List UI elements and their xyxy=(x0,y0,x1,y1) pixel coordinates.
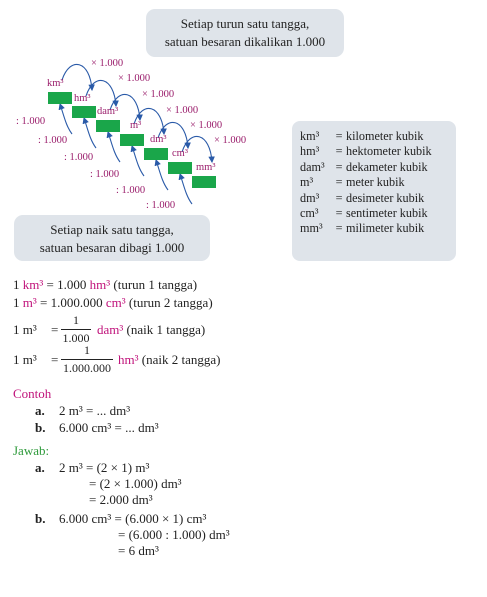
jawab-a-label: a. xyxy=(35,460,45,475)
eq3-unit: dam³ xyxy=(97,322,124,337)
multiply-label: × 1.000 xyxy=(118,73,151,84)
equation-3-eq: = xyxy=(51,322,59,337)
legend-sym: dam³ xyxy=(300,159,325,174)
equation-1 xyxy=(13,277,197,293)
legend-row-mm3: mm³ = milimeter kubik xyxy=(300,221,425,236)
divide-label: : 1.000 xyxy=(38,135,68,146)
callout-naik-line1: Setiap naik satu tangga, xyxy=(50,222,174,237)
stair-step-cm3 xyxy=(168,162,192,174)
divide-label: : 1.000 xyxy=(146,200,176,211)
callout-turun-line2: satuan besaran dikalikan 1.000 xyxy=(164,34,326,49)
stair-step-hm3 xyxy=(72,106,96,118)
stair-step-dam3 xyxy=(96,120,120,132)
equation-4-rhs xyxy=(118,352,220,368)
legend-row-dam3: dam³ = dekameter kubik xyxy=(300,159,428,174)
multiply-label: × 1.000 xyxy=(166,105,199,116)
legend-row-dm3: dm³ = desimeter kubik xyxy=(300,190,425,205)
contoh-b-text: 6.000 cm³ = ... dm³ xyxy=(59,420,159,435)
eq2-lhs-unit: m³ xyxy=(22,295,37,310)
eq3-numerator: 1 xyxy=(73,313,79,327)
contoh-a-label: a. xyxy=(35,403,45,418)
jawab-b-line3: = 6 dm³ xyxy=(118,543,159,558)
multiply-label: × 1.000 xyxy=(190,120,223,131)
callout-turun-line1: Setiap turun satu tangga, xyxy=(180,16,310,31)
stair-label-dm3: dm³ xyxy=(150,134,167,145)
contoh-b-label: b. xyxy=(35,420,46,435)
legend-sym: cm³ xyxy=(300,205,319,220)
eq3-note: (naik 1 tangga) xyxy=(123,322,206,337)
stair-label-cm3: cm³ xyxy=(172,148,188,159)
legend-row-cm3: cm³ = sentimeter kubik xyxy=(300,205,428,220)
equation-4-lhs: 1 m³ xyxy=(13,352,37,367)
eq4-note: (naik 2 tangga) xyxy=(138,352,221,367)
unit-legend xyxy=(292,121,456,261)
eq4-denominator: 1.000.000 xyxy=(63,361,111,375)
callout-naik-line2: satuan besaran dibagi 1.000 xyxy=(39,240,185,255)
legend-name: sentimeter kubik xyxy=(346,205,428,220)
contoh-heading: Contoh xyxy=(13,386,52,401)
stair-step-mm3 xyxy=(192,176,216,188)
eq2-note: (turun 2 tangga) xyxy=(125,295,213,310)
eq1-lhs-value: 1 xyxy=(13,277,23,292)
legend-name: milimeter kubik xyxy=(346,221,425,236)
legend-name: hektometer kubik xyxy=(346,144,432,159)
divide-label: : 1.000 xyxy=(64,152,94,163)
equation-3-lhs: 1 m³ xyxy=(13,322,37,337)
legend-sym: m³ xyxy=(300,175,314,190)
stair-label-km3: km³ xyxy=(47,78,64,89)
eq1-rhs-unit: hm³ xyxy=(89,277,111,292)
stair-step-m3 xyxy=(120,134,144,146)
legend-name: desimeter kubik xyxy=(346,190,425,205)
eq3-denominator: 1.000 xyxy=(62,331,90,345)
legend-name: kilometer kubik xyxy=(346,129,424,143)
divide-label: : 1.000 xyxy=(116,185,146,196)
equation-2 xyxy=(13,295,213,311)
eq2-rhs-value: = 1.000.000 xyxy=(36,295,106,310)
eq4-unit: hm³ xyxy=(118,352,139,367)
eq4-numerator: 1 xyxy=(84,343,90,357)
legend-sym: mm³ xyxy=(300,221,323,236)
legend-sym: km³ xyxy=(300,129,320,143)
eq2-rhs-unit: cm³ xyxy=(105,295,126,310)
stair-step-km3 xyxy=(48,92,72,104)
equation-4-eq: = xyxy=(51,352,59,367)
jawab-a-line1: 2 m³ = (2 × 1) m³ xyxy=(59,460,150,475)
stair-step-dm3 xyxy=(144,148,168,160)
equation-3-fraction xyxy=(61,313,91,346)
legend-sym: hm³ xyxy=(300,144,320,159)
stair-label-hm3: hm³ xyxy=(74,93,91,104)
stair-label-dam3: dam³ xyxy=(97,106,119,117)
legend-row-km3: km³ = kilometer kubik xyxy=(300,129,424,143)
jawab-b-line2: = (6.000 : 1.000) dm³ xyxy=(118,527,230,542)
divide-label: : 1.000 xyxy=(16,116,46,127)
equation-3-rhs xyxy=(97,322,205,338)
divide-label: : 1.000 xyxy=(90,169,120,180)
eq1-lhs-unit: km³ xyxy=(22,277,44,292)
legend-row-m3: m³ = meter kubik xyxy=(300,175,405,190)
callout-naik xyxy=(14,215,210,261)
stair-label-m3: m³ xyxy=(130,120,142,131)
legend-sym: dm³ xyxy=(300,190,320,205)
eq2-lhs-value: 1 xyxy=(13,295,23,310)
jawab-b-line1: 6.000 cm³ = (6.000 × 1) cm³ xyxy=(59,511,207,526)
legend-name: dekameter kubik xyxy=(346,159,428,174)
contoh-a-text: 2 m³ = ... dm³ xyxy=(59,403,131,418)
jawab-heading: Jawab: xyxy=(13,443,50,458)
multiply-label: × 1.000 xyxy=(142,89,175,100)
legend-row-hm3: hm³ = hektometer kubik xyxy=(300,144,432,159)
eq1-note: (turun 1 tangga) xyxy=(110,277,198,292)
multiply-label: × 1.000 xyxy=(91,58,124,69)
multiply-label: × 1.000 xyxy=(214,135,247,146)
jawab-a-line2: = (2 × 1.000) dm³ xyxy=(89,476,182,491)
equation-4-fraction xyxy=(61,343,113,376)
eq1-rhs-value: = 1.000 xyxy=(43,277,90,292)
jawab-a-line3: = 2.000 dm³ xyxy=(89,492,153,507)
jawab-b-label: b. xyxy=(35,511,46,526)
stair-label-mm3: mm³ xyxy=(196,162,216,173)
legend-name: meter kubik xyxy=(346,175,405,190)
